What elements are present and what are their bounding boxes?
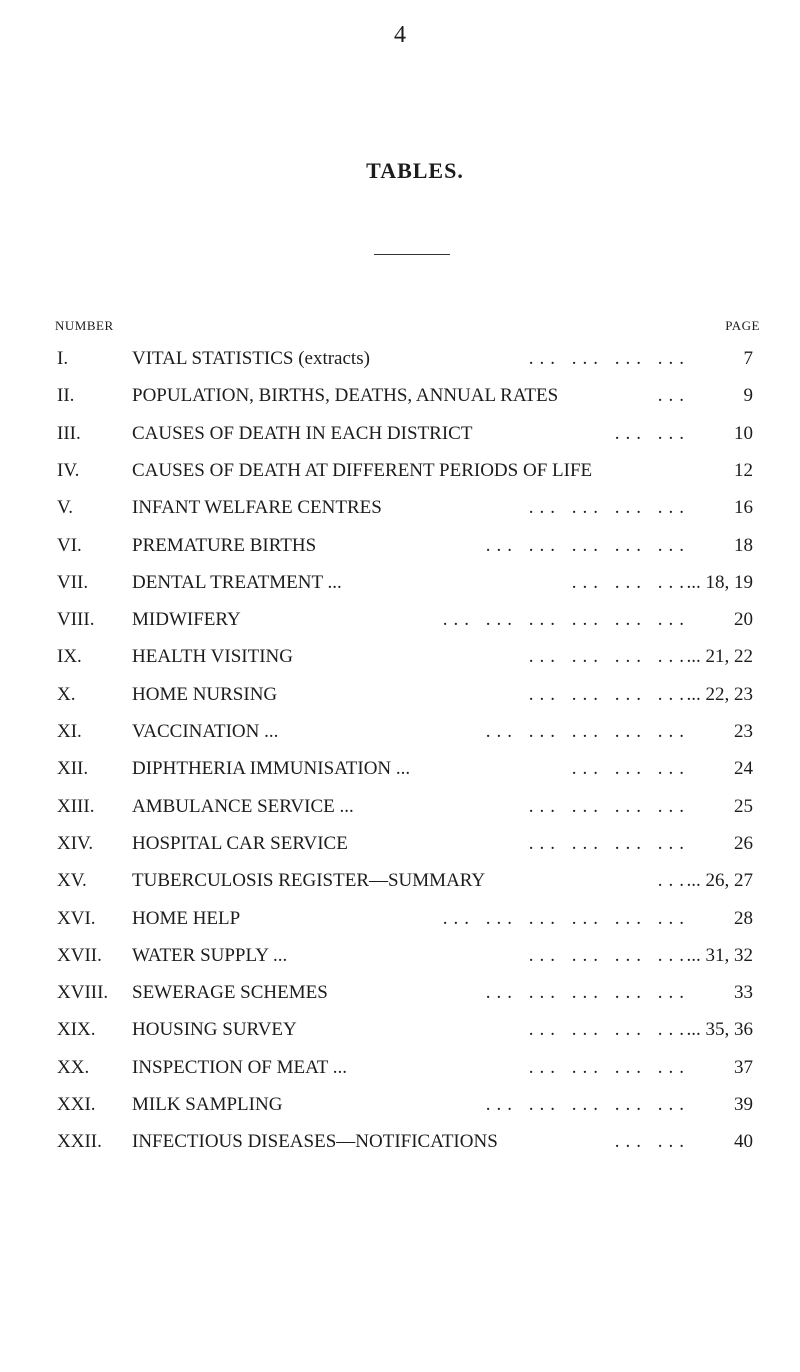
row-leader-dots: ... ... ... ... <box>528 832 690 854</box>
table-row <box>0 792 800 822</box>
table-row <box>0 904 800 934</box>
row-label: HEALTH VISITING <box>132 646 293 668</box>
row-label: MIDWIFERY <box>132 609 241 631</box>
row-number: XVI. <box>57 907 96 929</box>
row-number: I. <box>57 348 69 369</box>
row-page: 28 <box>734 907 753 929</box>
row-number: VII. <box>57 571 89 593</box>
row-number: VI. <box>57 534 82 556</box>
row-number: V. <box>57 497 74 519</box>
row-label: TUBERCULOSIS REGISTER—SUMMARY <box>132 870 486 892</box>
row-label: CAUSES OF DEATH IN EACH DISTRICT <box>132 422 473 444</box>
row-leader-dots: ... ... ... ... <box>528 497 690 519</box>
row-page: 7 <box>743 348 753 369</box>
row-label: VACCINATION ... <box>132 721 279 742</box>
table-row <box>0 1015 800 1045</box>
row-leader-dots: ... <box>657 385 690 407</box>
row-page: ... 35, 36 <box>686 1019 753 1041</box>
row-number: XIII. <box>57 795 95 817</box>
row-number: XIX. <box>57 1019 96 1041</box>
row-number: XI. <box>57 721 82 742</box>
table-row <box>0 493 800 523</box>
table-row <box>0 1090 800 1120</box>
row-label: HOME HELP <box>132 907 241 929</box>
row-page: ... 18, 19 <box>686 571 753 593</box>
row-leader-dots: ... ... ... ... ... <box>485 721 690 742</box>
row-label: HOUSING SURVEY <box>132 1019 297 1041</box>
page-title: TABLES. <box>366 158 464 183</box>
row-page: 25 <box>734 795 753 817</box>
row-number: XXI. <box>57 1094 96 1115</box>
row-number: XVII. <box>57 944 102 966</box>
row-label: INSPECTION OF MEAT ... <box>132 1056 348 1078</box>
row-label: INFECTIOUS DISEASES—NOTIFICATIONS <box>132 1131 498 1153</box>
row-page: 10 <box>734 422 753 444</box>
row-leader-dots: ... ... ... ... ... ... <box>442 907 690 929</box>
table-row <box>0 680 800 710</box>
row-page: ... 21, 22 <box>686 646 753 668</box>
row-number: X. <box>57 683 76 705</box>
table-row <box>0 456 800 486</box>
row-label: DENTAL TREATMENT ... <box>132 571 342 593</box>
row-page: 12 <box>734 459 753 481</box>
row-leader-dots: ... ... ... ... <box>528 1019 690 1041</box>
row-leader-dots: ... ... ... ... <box>528 683 690 705</box>
row-number: II. <box>57 385 75 407</box>
row-page: 39 <box>734 1094 753 1115</box>
row-number: IX. <box>57 646 82 668</box>
row-label: PREMATURE BIRTHS <box>132 534 317 556</box>
row-label: HOSPITAL CAR SERVICE <box>132 832 348 854</box>
row-leader-dots: ... ... ... ... <box>528 944 690 966</box>
row-page: ... 26, 27 <box>686 870 753 892</box>
table-row <box>0 1053 800 1083</box>
table-row <box>0 344 800 374</box>
table-row <box>0 381 800 411</box>
row-page: 18 <box>734 534 753 556</box>
table-row <box>0 1127 800 1157</box>
row-number: XXII. <box>57 1131 102 1153</box>
row-number: VIII. <box>57 609 95 631</box>
table-row <box>0 941 800 971</box>
row-page: 20 <box>734 609 753 631</box>
table-row <box>0 531 800 561</box>
row-page: 24 <box>734 758 753 780</box>
table-row <box>0 717 800 747</box>
row-number: IV. <box>57 459 80 481</box>
row-number: XV. <box>57 870 87 892</box>
row-leader-dots: ... ... ... ... <box>528 795 690 817</box>
page-number: 4 <box>394 22 406 48</box>
row-page: ... 31, 32 <box>686 944 753 966</box>
row-leader-dots: ... ... ... ... <box>528 1056 690 1078</box>
row-number: XII. <box>57 758 89 780</box>
row-label: INFANT WELFARE CENTRES <box>132 497 382 519</box>
row-leader-dots: ... ... ... ... ... <box>485 982 690 1004</box>
row-page: 26 <box>734 832 753 854</box>
row-leader-dots: ... ... ... ... ... ... <box>442 609 690 631</box>
row-label: VITAL STATISTICS (extracts) <box>132 348 370 369</box>
row-leader-dots: ... <box>657 870 690 892</box>
table-row <box>0 642 800 672</box>
row-leader-dots: ... ... <box>614 1131 690 1153</box>
row-leader-dots: ... ... ... ... ... <box>485 1094 690 1115</box>
table-row <box>0 978 800 1008</box>
row-label: AMBULANCE SERVICE ... <box>132 795 354 817</box>
row-leader-dots: ... ... ... <box>571 758 690 780</box>
row-page: 23 <box>734 721 753 742</box>
row-page: 16 <box>734 497 753 519</box>
table-row <box>0 568 800 598</box>
row-page: ... 22, 23 <box>686 683 753 705</box>
row-leader-dots: ... ... ... ... <box>528 348 690 369</box>
row-label: CAUSES OF DEATH AT DIFFERENT PERIODS OF LIFE <box>132 459 593 481</box>
table-row <box>0 829 800 859</box>
row-number: III. <box>57 422 81 444</box>
row-leader-dots: ... ... ... <box>571 571 690 593</box>
row-label: DIPHTHERIA IMMUNISATION ... <box>132 758 411 780</box>
title-rule <box>374 254 450 255</box>
row-label: HOME NURSING <box>132 683 278 705</box>
row-label: MILK SAMPLING <box>132 1094 283 1115</box>
column-header-page: PAGE <box>725 318 760 333</box>
row-page: 9 <box>743 385 753 407</box>
column-header-number: NUMBER <box>55 318 114 333</box>
table-row <box>0 754 800 784</box>
row-label: WATER SUPPLY ... <box>132 944 288 966</box>
row-label: POPULATION, BIRTHS, DEATHS, ANNUAL RATES <box>132 385 559 407</box>
row-number: XX. <box>57 1056 90 1078</box>
row-page: 33 <box>734 982 753 1004</box>
table-row <box>0 866 800 896</box>
row-number: XIV. <box>57 832 94 854</box>
row-label: SEWERAGE SCHEMES <box>132 982 328 1004</box>
row-page: 40 <box>734 1131 753 1153</box>
row-leader-dots: ... ... ... ... ... <box>485 534 690 556</box>
row-leader-dots: ... ... ... ... <box>528 646 690 668</box>
table-row <box>0 419 800 449</box>
row-number: XVIII. <box>57 982 109 1004</box>
row-leader-dots: ... ... <box>614 422 690 444</box>
row-page: 37 <box>734 1056 753 1078</box>
table-row <box>0 605 800 635</box>
